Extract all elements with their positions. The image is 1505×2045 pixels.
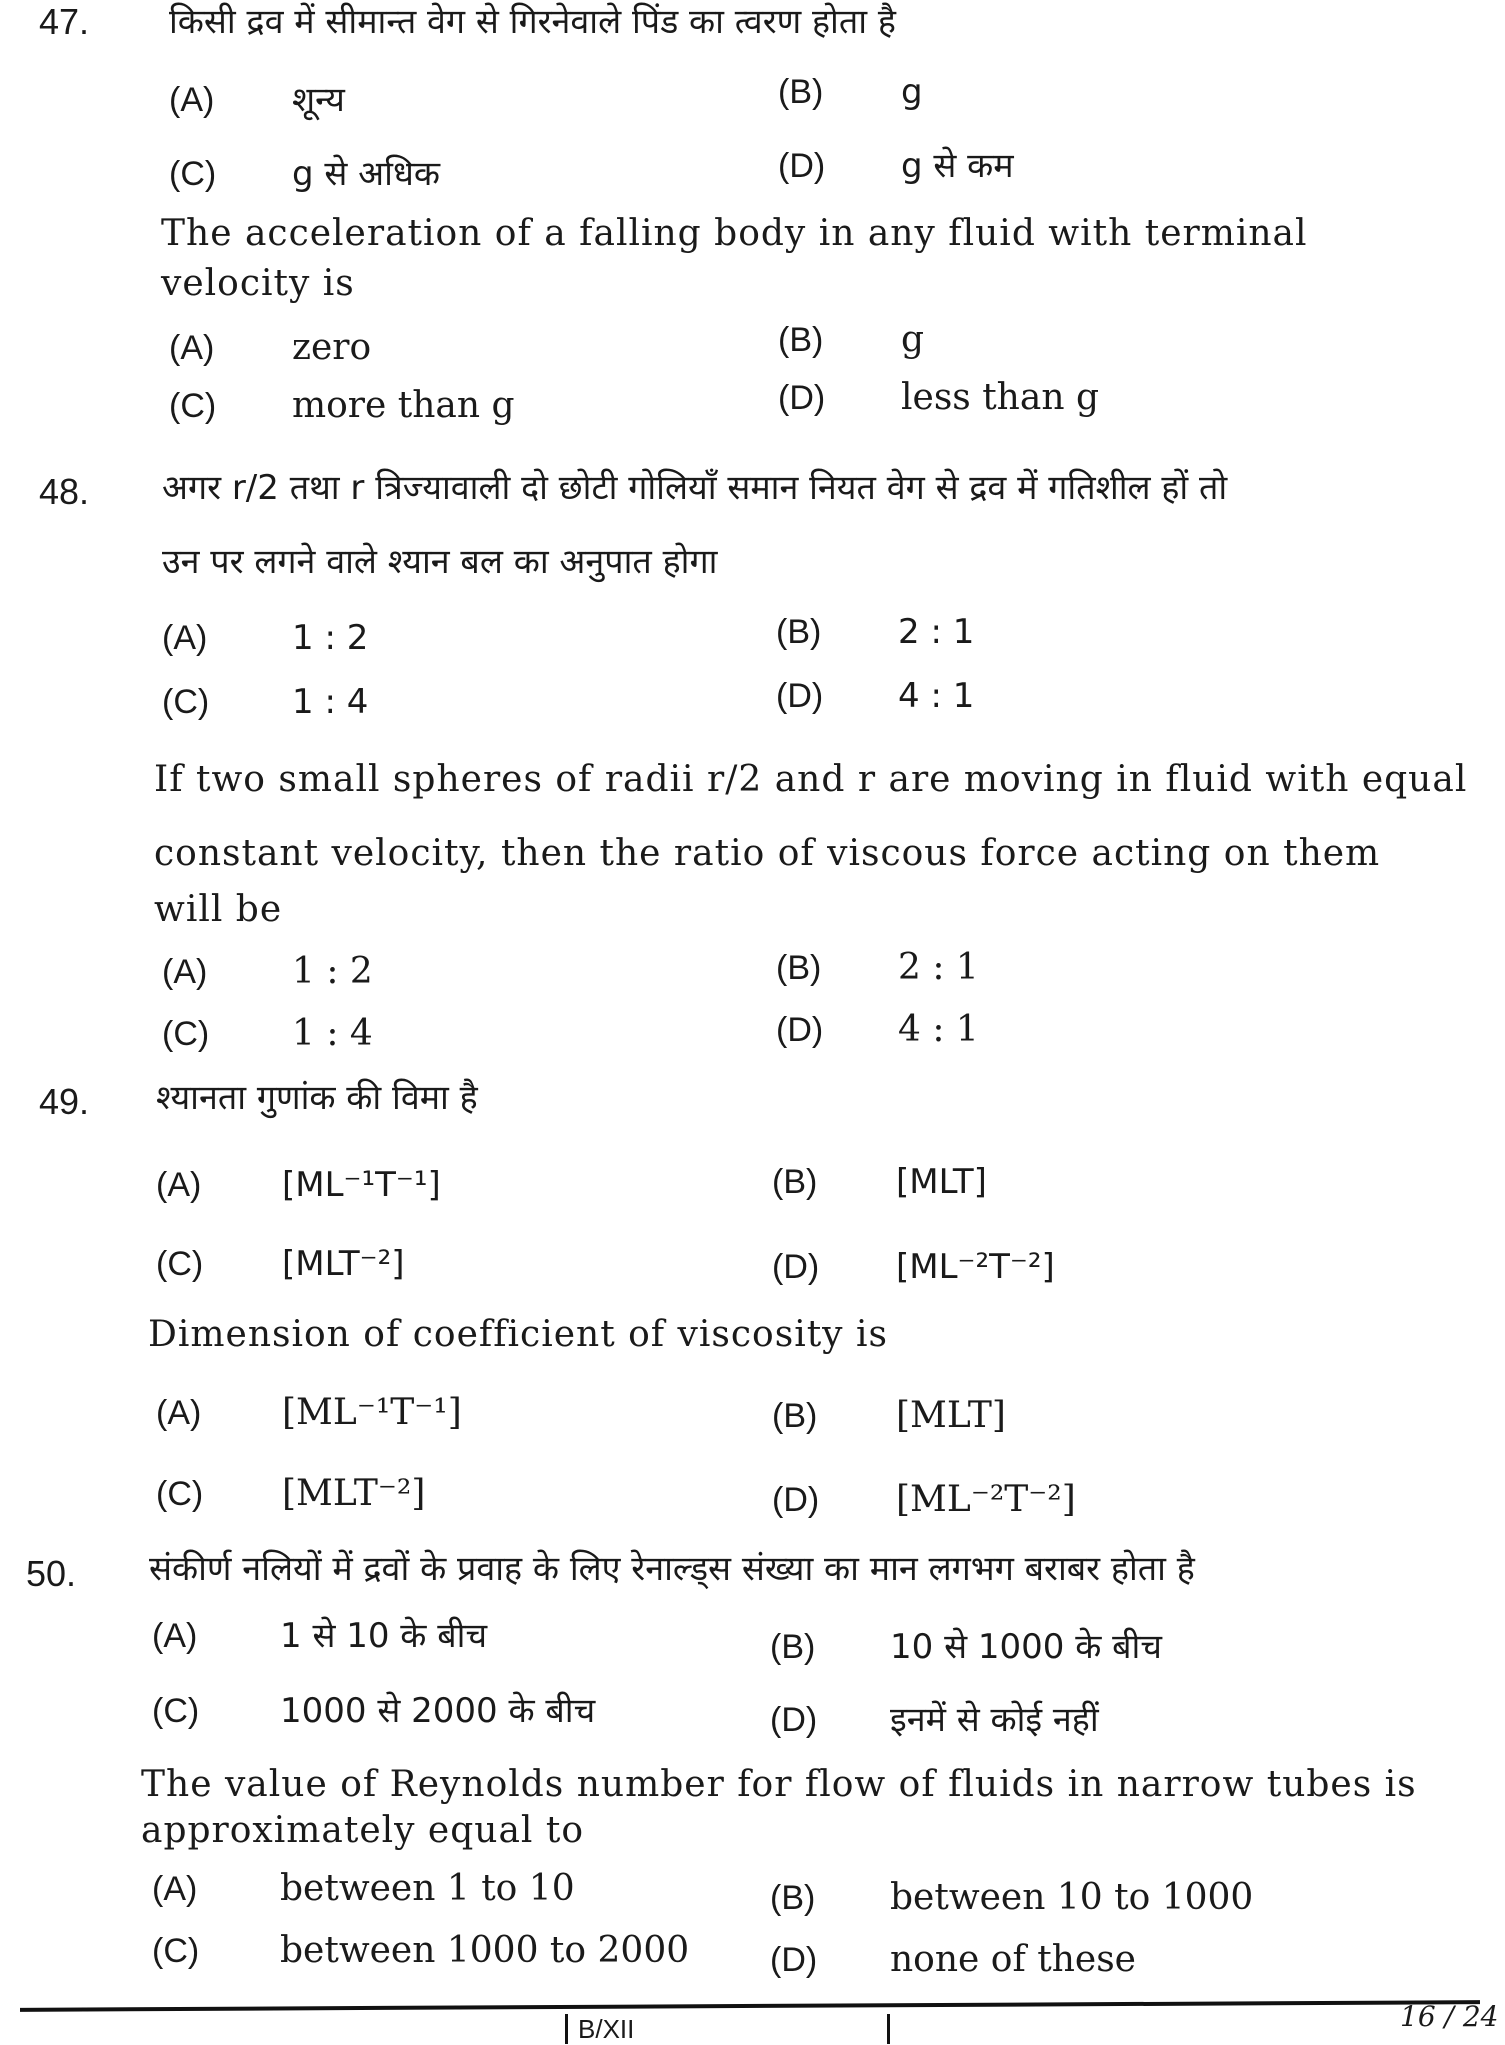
option-text: 2 : 1 bbox=[898, 612, 975, 652]
question-text-english: will be bbox=[154, 889, 283, 930]
footer-page-number: 16 / 24 bbox=[1400, 2000, 1499, 2033]
option-text: 2 : 1 bbox=[898, 947, 979, 988]
option-text: [MLT] bbox=[896, 1162, 987, 1202]
option-text: 4 : 1 bbox=[898, 676, 975, 716]
option-label: (B) bbox=[770, 1628, 816, 1666]
option-text: between 1 to 10 bbox=[280, 1868, 575, 1909]
option-text: more than g bbox=[292, 385, 515, 426]
option-text: [ML⁻²T⁻²] bbox=[896, 1247, 1055, 1287]
footer-code: B/XII bbox=[565, 2014, 890, 2044]
option-text: 1 : 4 bbox=[292, 682, 369, 722]
option-text: none of these bbox=[890, 1939, 1136, 1980]
option-label: (C) bbox=[169, 387, 217, 425]
option-label: (B) bbox=[776, 613, 822, 651]
option-label: (D) bbox=[778, 147, 826, 185]
option-text: [ML⁻¹T⁻¹] bbox=[282, 1392, 462, 1433]
option-label: (D) bbox=[772, 1248, 820, 1286]
option-label: (A) bbox=[169, 81, 215, 119]
option-text: [MLT] bbox=[896, 1395, 1006, 1436]
option-label: (B) bbox=[772, 1397, 818, 1435]
option-label: (C) bbox=[156, 1475, 204, 1513]
option-text: 4 : 1 bbox=[898, 1009, 979, 1050]
option-label: (A) bbox=[162, 953, 208, 991]
option-label: (C) bbox=[162, 1015, 210, 1053]
option-text: [ML⁻¹T⁻¹] bbox=[282, 1165, 441, 1205]
option-label: (C) bbox=[152, 1932, 200, 1970]
option-text: less than g bbox=[901, 377, 1099, 418]
option-label: (D) bbox=[770, 1941, 818, 1979]
option-label: (A) bbox=[152, 1870, 198, 1908]
option-label: (A) bbox=[169, 329, 215, 367]
question-text-hindi: श्यानता गुणांक की विमा है bbox=[156, 1078, 478, 1118]
option-label: (A) bbox=[156, 1166, 202, 1204]
question-text-english: constant velocity, then the ratio of viscous force acting on them bbox=[154, 833, 1381, 874]
option-label: (B) bbox=[772, 1163, 818, 1201]
option-text: 1 : 4 bbox=[292, 1013, 373, 1054]
option-label: (C) bbox=[162, 683, 210, 721]
question-text-english: approximately equal to bbox=[141, 1810, 585, 1851]
question-text-hindi: संकीर्ण नलियों में द्रवों के प्रवाह के लिए रेनाल्ड्स संख्या का मान लगभग बराबर होता है bbox=[149, 1549, 1195, 1589]
question-text-hindi: किसी द्रव में सीमान्त वेग से गिरनेवाले पिंड का त्वरण होता है bbox=[169, 2, 896, 42]
option-label: (B) bbox=[778, 73, 824, 111]
option-text: 1 से 10 के बीच bbox=[280, 1616, 488, 1656]
option-text: between 1000 to 2000 bbox=[280, 1930, 690, 1971]
option-text: [MLT⁻²] bbox=[282, 1473, 426, 1514]
option-text: g bbox=[901, 319, 925, 360]
option-label: (B) bbox=[770, 1879, 816, 1917]
question-text-english: If two small spheres of radii r/2 and r are moving in fluid with equal bbox=[154, 759, 1468, 800]
question-text-hindi: अगर r/2 तथा r त्रिज्यावाली दो छोटी गोलियाँ समान नियत वेग से द्रव में गतिशील हों तो bbox=[162, 468, 1228, 508]
option-text: g से अधिक bbox=[292, 154, 440, 194]
question-number: 50. bbox=[26, 1553, 77, 1594]
option-text: शून्य bbox=[292, 80, 345, 120]
question-text-english: Dimension of coefficient of viscosity is bbox=[148, 1314, 888, 1355]
option-label: (A) bbox=[162, 619, 208, 657]
question-text-english: The value of Reynolds number for flow of fluids in narrow tubes is bbox=[141, 1764, 1417, 1805]
option-text: [ML⁻²T⁻²] bbox=[896, 1479, 1076, 1520]
question-number: 47. bbox=[39, 1, 90, 42]
option-text: zero bbox=[292, 327, 372, 368]
question-text-english: velocity is bbox=[161, 263, 355, 304]
option-label: (B) bbox=[778, 321, 824, 359]
footer-divider bbox=[20, 2000, 1480, 2012]
option-label: (D) bbox=[772, 1481, 820, 1519]
option-label: (D) bbox=[776, 677, 824, 715]
option-label: (D) bbox=[776, 1011, 824, 1049]
option-text: g bbox=[901, 72, 923, 112]
option-text: 1000 से 2000 के बीच bbox=[280, 1691, 596, 1731]
option-label: (A) bbox=[156, 1394, 202, 1432]
option-text: 1 : 2 bbox=[292, 618, 369, 658]
option-label: (D) bbox=[778, 379, 826, 417]
option-text: इनमें से कोई नहीं bbox=[890, 1700, 1099, 1740]
question-text-english: The acceleration of a falling body in any fluid with terminal bbox=[161, 213, 1308, 254]
option-label: (D) bbox=[770, 1701, 818, 1739]
question-number: 49. bbox=[39, 1081, 90, 1122]
option-label: (C) bbox=[152, 1692, 200, 1730]
question-text-hindi: उन पर लगने वाले श्यान बल का अनुपात होगा bbox=[162, 542, 718, 582]
option-text: between 10 to 1000 bbox=[890, 1877, 1254, 1918]
option-text: [MLT⁻²] bbox=[282, 1244, 405, 1284]
option-label: (C) bbox=[169, 155, 217, 193]
option-label: (C) bbox=[156, 1245, 204, 1283]
option-label: (B) bbox=[776, 949, 822, 987]
question-number: 48. bbox=[39, 471, 90, 512]
option-text: g से कम bbox=[901, 146, 1014, 186]
option-label: (A) bbox=[152, 1617, 198, 1655]
option-text: 10 से 1000 के बीच bbox=[890, 1627, 1162, 1667]
option-text: 1 : 2 bbox=[292, 951, 373, 992]
